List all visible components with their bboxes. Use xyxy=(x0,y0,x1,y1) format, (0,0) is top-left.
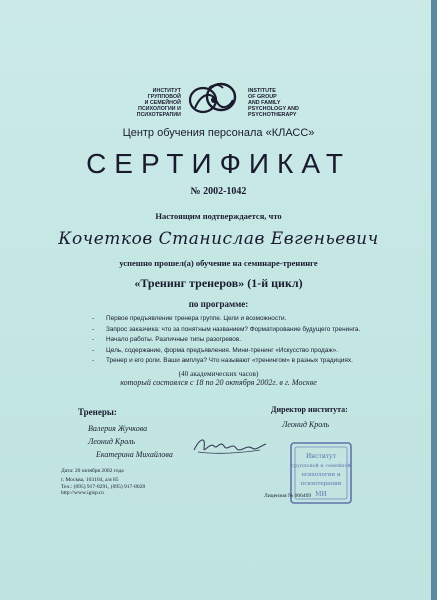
logo-ru-line: ИНСТИТУТ xyxy=(152,88,181,94)
academic-hours: (40 академических часов) xyxy=(178,369,259,378)
program-topic: - Первое предъявление тренера группе. Цели и возможности. xyxy=(92,314,392,325)
program-label: по программе: xyxy=(188,299,249,309)
trainer-name: Валерия Жучкова xyxy=(88,424,148,433)
training-center-name: Центр обучения персонала «КЛАСС» xyxy=(122,127,315,139)
program-topic: - Запрос заказчика: что за понятным названием? Форматирование будущего тренинга. xyxy=(92,325,392,336)
program-topic: - Цель, содержание, форма предъявления. Мини-тренинг «Искусство продаж». xyxy=(92,346,392,357)
logo-en-line: INSTITUTE xyxy=(248,88,276,94)
logo-text-russian xyxy=(101,88,181,118)
svg-text:Институт: Институт xyxy=(305,453,337,460)
logo-text-english xyxy=(248,88,338,118)
logo-en-line: PSYCHOTHERAPY xyxy=(248,112,297,118)
issue-date: Дата: 20 октября 2002 года xyxy=(61,468,124,474)
program-topic: - Начало работы. Различные типы разогревов. xyxy=(92,335,392,346)
svg-text:МИ: МИ xyxy=(315,491,327,498)
address: г. Москва, 103104, а/я 85 xyxy=(61,477,119,483)
logo-en-line: PSYCHOLOGY AND xyxy=(248,106,299,112)
logo-ru-line: ПСИХОТЕРАПИИ xyxy=(136,112,181,118)
trainer-name: Екатерина Михайлова xyxy=(96,450,173,459)
handwritten-signature xyxy=(190,428,270,460)
logo-en-line: AND FAMILY xyxy=(248,100,281,106)
trainer-name: Леонид Кроль xyxy=(88,437,136,446)
logo-ru-line: И СЕМЕЙНОЙ xyxy=(144,100,181,106)
confirmation-text: Настоящим подтверждается, что xyxy=(155,211,282,221)
certificate-number: № 2002-1042 xyxy=(190,186,247,197)
logo-ru-line: ПСИХОЛОГИИ И xyxy=(138,106,181,112)
completion-text: успешно прошел(а) обучение на семинаре-тренинге xyxy=(119,258,318,268)
director-label: Директор института: xyxy=(271,405,348,414)
recipient-name: Кочетков Станислав Евгеньевич xyxy=(58,229,379,249)
svg-text:групповой и семейной: групповой и семейной xyxy=(291,463,351,469)
svg-text:психотерапии: психотерапии xyxy=(300,481,342,487)
certificate-title: СЕРТИФИКАТ xyxy=(86,148,351,179)
svg-text:психологии и: психологии и xyxy=(301,472,341,478)
director-name: Леонид Кроль xyxy=(282,420,330,429)
institute-logo-icon xyxy=(181,80,247,116)
logo-ru-line: ГРУППОВОЙ xyxy=(147,94,181,100)
phone: Тел.: (095) 917-8291, (095) 917-8028 xyxy=(61,483,146,490)
program-topic: - Тренер и его роли. Ваши амплуа? Что называют «тренингом» в разных традициях. xyxy=(92,356,392,367)
trainers-label: Тренеры: xyxy=(78,407,117,417)
contact-info xyxy=(61,477,145,497)
website: http://www.igisp.ru xyxy=(61,490,104,496)
logo-en-line: OF GROUP xyxy=(248,94,277,100)
program-topics-list xyxy=(92,314,392,367)
license-number: Лицензия № 006409 xyxy=(264,493,312,499)
training-name: «Тренинг тренеров» (1-й цикл) xyxy=(134,276,303,290)
training-dates: который состоялся с 18 по 20 октября 2002г. в г. Москве xyxy=(120,378,317,387)
